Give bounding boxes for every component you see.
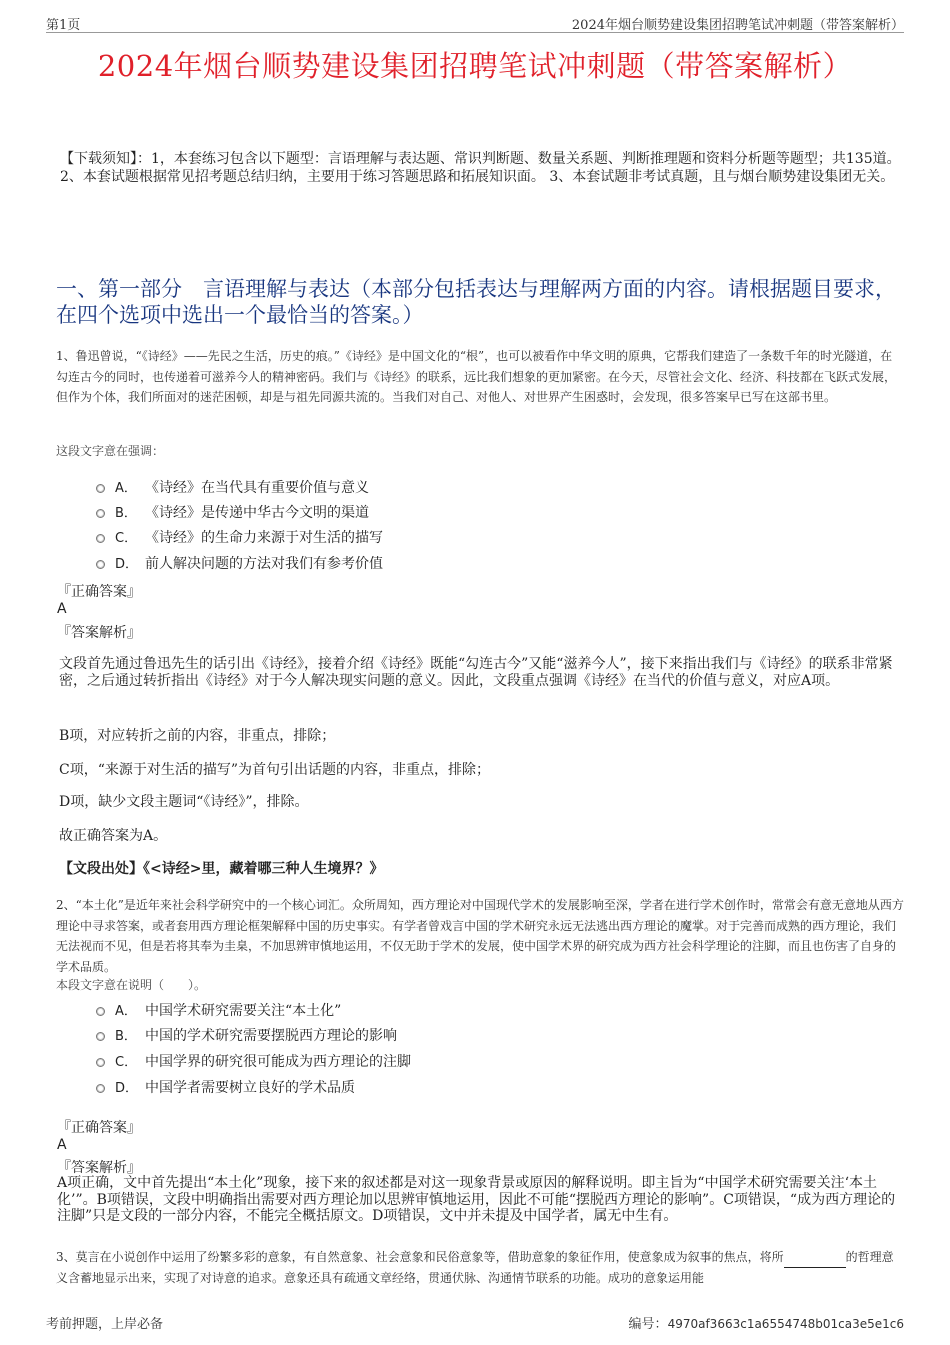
question-1-conclusion: 故正确答案为A。 (59, 828, 168, 844)
question-1-option-c[interactable]: C． 《诗经》的生命力来源于对生活的描写 (96, 527, 383, 547)
radio-icon[interactable] (96, 484, 105, 493)
question-2-answer-label: 『正确答案』 (57, 1120, 141, 1136)
radio-icon[interactable] (96, 534, 105, 543)
radio-icon[interactable] (96, 1058, 105, 1067)
question-2-option-b[interactable]: B． 中国的学术研究需要摆脱西方理论的影响 (96, 1025, 397, 1045)
question-1-analysis-b: B项，对应转折之前的内容，非重点，排除； (59, 728, 336, 744)
question-1-text: 1、鲁迅曾说，“《诗经》——先民之生活，历史的痕。”《诗经》是中国文化的“根”，也可以被看作中华文明的原典，它帮我们建造了一条数千年的时光隧道，在勾连古今的同时，也传递着可滋养今人的精神密码。我们与《诗经》的联系，远比我们想象的更加紧密。在今天，尽管社会文化、经济、科技都在飞跃式发展，但作为个体，我们所面对的迷茫困顿，却是与祖先同源共流的。当我们对自己、对他人、对世界产生困惑时，会发现，很多答案早已写在这部书里。 (56, 349, 897, 404)
question-1-analysis-main: 文段首先通过鲁迅先生的话引出《诗经》，接着介绍《诗经》既能“勾连古今”又能“滋养今人”，接下来指出我们与《诗经》的联系非常紧密，之后通过转折指出《诗经》对于今人解决现实问题的意义。因此，文段重点强调《诗经》在当代的价值与意义，对应A项。 (59, 656, 893, 689)
question-1-option-b[interactable]: B． 《诗经》是传递中华古今文明的渠道 (96, 502, 369, 522)
question-1-stem: 这段文字意在强调： (56, 444, 165, 458)
download-notice: 【下载须知】：1，本套练习包含以下题型：言语理解与表达题、常识判断题、数量关系题、判断推理题和资料分析题等题型；共135道。 2、本套试题根据常见招考题总结归纳，主要用于练习答题思路和拓展知识面。 3、本套试题非考试真题，且与烟台顺势建设集团无关。 (60, 151, 901, 185)
footer-code: 编号：4970af3663c1a6554748b01ca3e5e1c6 (628, 1317, 904, 1332)
question-1-option-d[interactable]: D． 前人解决问题的方法对我们有参考价值 (96, 553, 383, 573)
question-2-analysis-label: 『答案解析』 (57, 1160, 141, 1176)
radio-icon[interactable] (96, 1032, 105, 1041)
header-doc-title: 2024年烟台顺势建设集团招聘笔试冲刺题（带答案解析） (571, 18, 904, 33)
section-heading: 一、第一部分 言语理解与表达（本部分包括表达与理解两方面的内容。请根据题目要求，在四个选项中选出一个最恰当的答案。） (56, 277, 896, 327)
question-2-option-a[interactable]: A． 中国学术研究需要关注“本土化” (96, 1000, 341, 1020)
question-1-answer: A (57, 601, 67, 617)
fill-in-blank (784, 1255, 846, 1268)
question-2-stem: 本段文字意在说明（ ）。 (56, 978, 207, 992)
radio-icon[interactable] (96, 1084, 105, 1093)
question-3-text: 3、莫言在小说创作中运用了纷繁多彩的意象，有自然意象、社会意象和民俗意象等，借助意象的象征作用，使意象成为叙事的焦点，将所 的哲理意义含蓄地显示出来，实现了对诗意的追求。意象还具有疏通文章经络，贯通伏脉、沟通情节联系的功能。成功的意象运用能 (56, 1250, 894, 1285)
radio-icon[interactable] (96, 509, 105, 518)
question-1-answer-label: 『正确答案』 (57, 584, 141, 600)
question-1-analysis-c: C项，“来源于对生活的描写”为首句引出话题的内容，非重点，排除； (59, 762, 491, 778)
radio-icon[interactable] (96, 560, 105, 569)
header-divider (46, 32, 904, 33)
question-1-analysis-d: D项，缺少文段主题词“《诗经》”，排除。 (59, 794, 309, 810)
question-1-option-a[interactable]: A． 《诗经》在当代具有重要价值与意义 (96, 477, 369, 497)
question-2-option-c[interactable]: C． 中国学界的研究很可能成为西方理论的注脚 (96, 1051, 411, 1071)
question-2-option-d[interactable]: D． 中国学者需要树立良好的学术品质 (96, 1077, 355, 1097)
question-2-analysis: A项正确，文中首先提出“本土化”现象，接下来的叙述都是对这一现象背景或原因的解释说明。即主旨为“中国学术研究需要关注‘本土化’”。B项错误，文段中明确指出需要对西方理论加以思辨审慎地运用，因此不可能“摆脱西方理论的影响”。C项错误，“成为西方理论的注脚”只是文段的一部分内容，不能完全概括原文。D项错误，文中并未提及中国学者，属无中生有。 (57, 1175, 896, 1224)
page-number: 第1页 (46, 18, 81, 33)
footer-slogan: 考前押题，上岸必备 (46, 1317, 164, 1332)
question-2-text: 2、“本土化”是近年来社会科学研究中的一个核心词汇。众所周知，西方理论对中国现代学术的发展影响至深，学者在进行学术创作时，常常会有意无意地从西方理论中寻求答案，或者套用西方理论框架解释中国的历史事实。有学者曾戏言中国的学术研究永远无法逃出西方理论的魔掌。对于完善而成熟的西方理论，我们无法视而不见，但是若将其奉为圭臬，不加思辨审慎地运用，不仅无助于学术的发展，使中国学术界的研究成为西方社会科学理论的注脚，而且也伤害了自身的学术品质。 (56, 898, 904, 974)
page-title: 2024年烟台顺势建设集团招聘笔试冲刺题（带答案解析） (97, 49, 853, 83)
question-1-analysis-label: 『答案解析』 (57, 625, 141, 641)
question-1-source: 【文段出处】《<诗经>里，藏着哪三种人生境界？》 (59, 861, 384, 877)
question-2-answer: A (57, 1137, 67, 1153)
radio-icon[interactable] (96, 1007, 105, 1016)
